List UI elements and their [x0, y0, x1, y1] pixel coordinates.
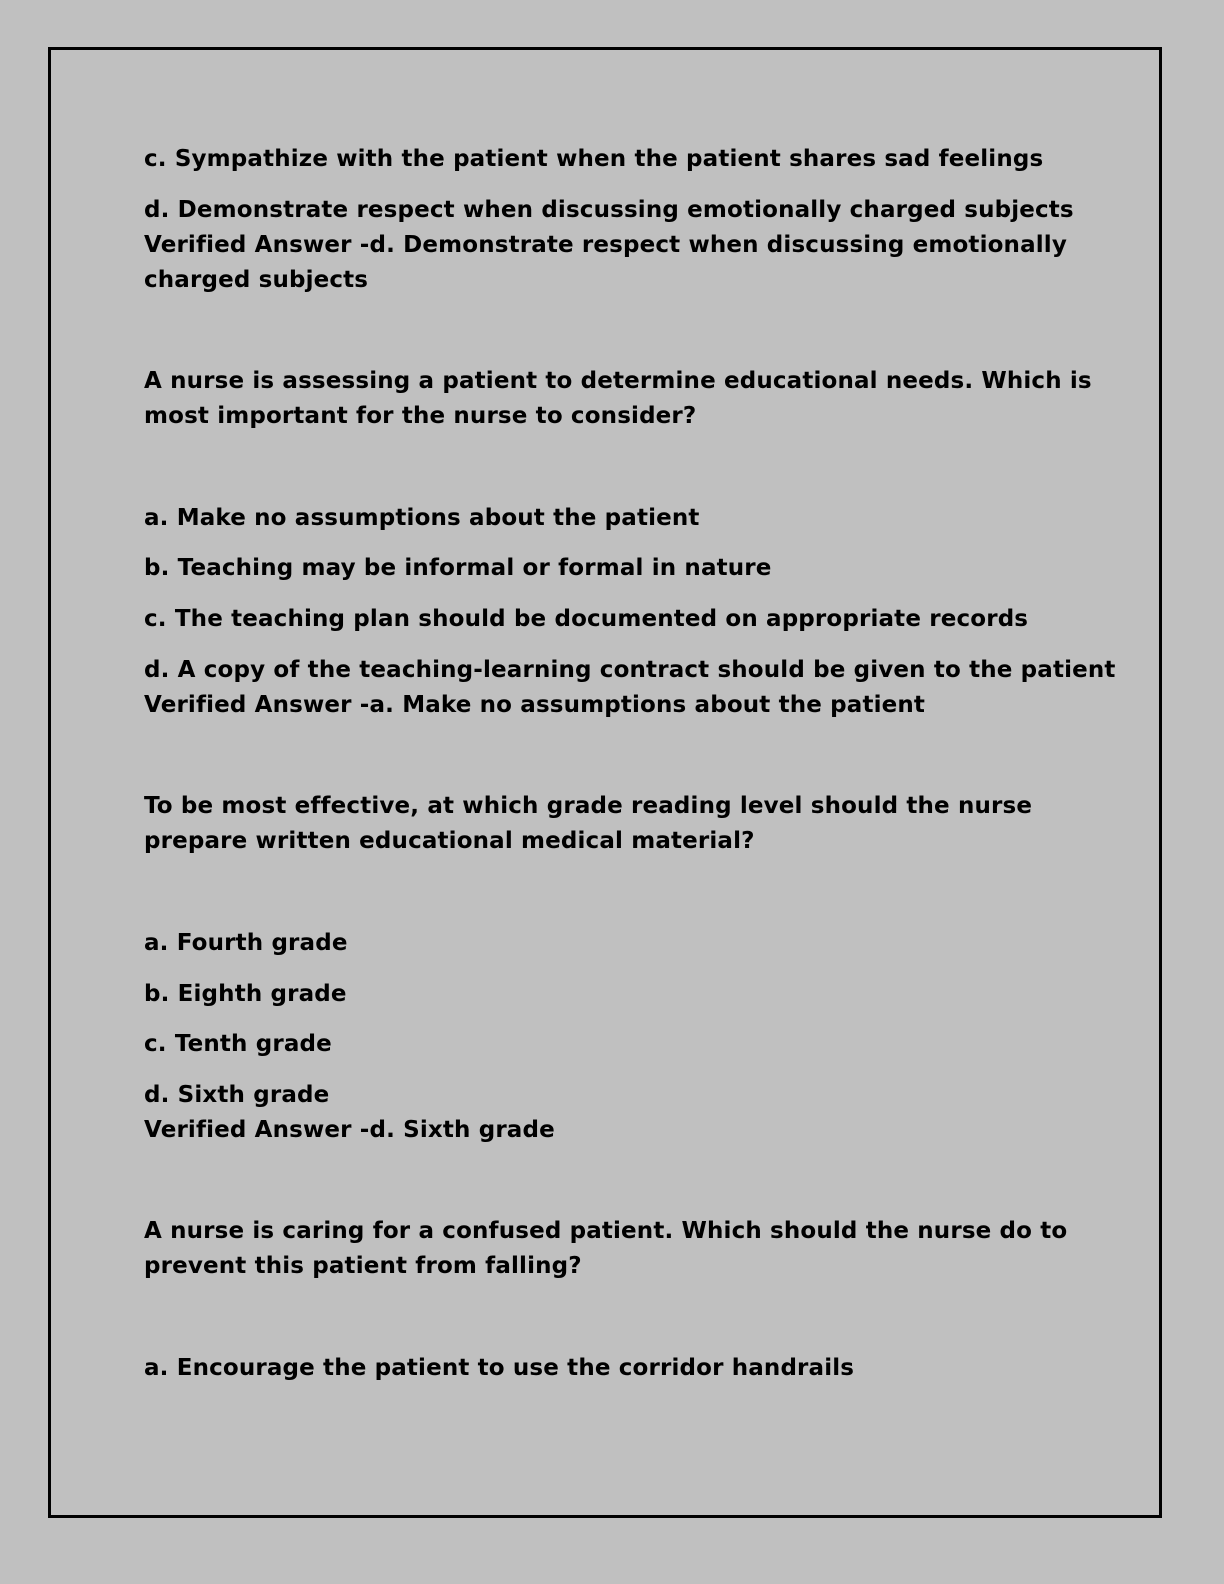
option-c-sympathize: c. Sympathize with the patient when the patient shares sad feelings	[144, 146, 1044, 172]
option-b-teaching-informal: b. Teaching may be informal or formal in nature	[144, 555, 772, 581]
question-reading-level-cont: prepare written educational medical material?	[144, 828, 755, 854]
question-confused-patient: A nurse is caring for a confused patient. Which should the nurse do to	[144, 1218, 1068, 1244]
verified-answer-1-cont: charged subjects	[144, 267, 369, 293]
verified-answer-2: Verified Answer -a. Make no assumptions about the patient	[144, 692, 926, 718]
question-reading-level: To be most effective, at which grade reading level should the nurse	[144, 793, 1033, 819]
question-educational-needs: A nurse is assessing a patient to determine educational needs. Which is	[144, 368, 1092, 394]
option-c-tenth-grade: c. Tenth grade	[144, 1031, 332, 1057]
option-a-no-assumptions: a. Make no assumptions about the patient	[144, 505, 700, 531]
option-b-eighth-grade: b. Eighth grade	[144, 981, 347, 1007]
verified-answer-3: Verified Answer -d. Sixth grade	[144, 1117, 555, 1143]
option-d-sixth-grade: d. Sixth grade	[144, 1082, 330, 1108]
option-d-contract-copy: d. A copy of the teaching-learning contract should be given to the patient	[144, 657, 1116, 683]
question-confused-patient-cont: prevent this patient from falling?	[144, 1253, 582, 1279]
question-educational-needs-cont: most important for the nurse to consider?	[144, 403, 697, 429]
option-a-fourth-grade: a. Fourth grade	[144, 930, 348, 956]
option-d-demonstrate-respect: d. Demonstrate respect when discussing emotionally charged subjects	[144, 197, 1074, 223]
verified-answer-1: Verified Answer -d. Demonstrate respect when discussing emotionally	[144, 232, 1067, 258]
option-a-handrails: a. Encourage the patient to use the corridor handrails	[144, 1355, 855, 1381]
option-c-teaching-plan: c. The teaching plan should be documented on appropriate records	[144, 606, 1029, 632]
